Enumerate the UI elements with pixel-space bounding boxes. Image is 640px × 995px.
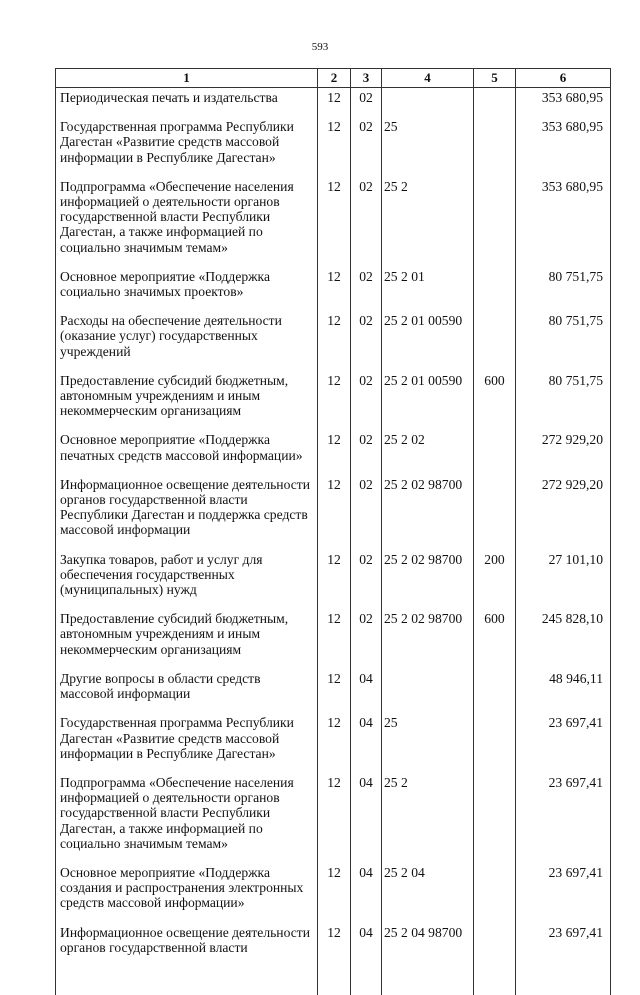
row-name: Подпрограмма «Обеспечение населения информацией о деятельности органов государственной власти Республики Дагестан, а также информацией по социально значимым темам» [56, 177, 318, 267]
budget-table [55, 68, 611, 995]
row-amount: 23 697,41 [516, 713, 611, 773]
row-expense-type [474, 713, 516, 773]
table-row [56, 773, 611, 863]
row-amount: 48 946,11 [516, 669, 611, 713]
row-expense-type [474, 267, 516, 311]
table-row [56, 923, 611, 995]
row-amount: 353 680,95 [516, 177, 611, 267]
row-amount: 80 751,75 [516, 311, 611, 371]
table-row [56, 371, 611, 431]
row-target-article: 25 2 [382, 773, 474, 863]
row-section: 12 [318, 923, 351, 995]
row-amount: 272 929,20 [516, 475, 611, 550]
row-target-article: 25 2 02 98700 [382, 550, 474, 610]
column-header-6: 6 [516, 69, 611, 88]
row-subsection: 02 [351, 311, 382, 371]
row-section: 12 [318, 88, 351, 118]
row-amount: 23 697,41 [516, 923, 611, 995]
row-expense-type [474, 430, 516, 474]
row-target-article: 25 2 01 [382, 267, 474, 311]
row-name: Информационное освещение деятельности органов государственной власти Республики Дагестан и поддержка средств массовой информации [56, 475, 318, 550]
table-row [56, 609, 611, 669]
row-section: 12 [318, 773, 351, 863]
row-target-article: 25 2 02 98700 [382, 475, 474, 550]
row-amount: 23 697,41 [516, 863, 611, 923]
row-name: Закупка товаров, работ и услуг для обеспечения государственных (муниципальных) нужд [56, 550, 318, 610]
row-section: 12 [318, 430, 351, 474]
row-amount: 272 929,20 [516, 430, 611, 474]
table-row [56, 177, 611, 267]
row-expense-type [474, 177, 516, 267]
table-row [56, 550, 611, 610]
row-name: Расходы на обеспечение деятельности (оказание услуг) государственных учреждений [56, 311, 318, 371]
row-target-article: 25 2 01 00590 [382, 311, 474, 371]
row-name: Государственная программа Республики Дагестан «Развитие средств массовой информации в Республике Дагестан» [56, 713, 318, 773]
row-target-article: 25 2 04 98700 [382, 923, 474, 995]
row-target-article: 25 [382, 117, 474, 177]
row-subsection: 02 [351, 430, 382, 474]
table-row [56, 88, 611, 118]
table-body [56, 88, 611, 995]
column-header-2: 2 [318, 69, 351, 88]
row-expense-type [474, 88, 516, 118]
row-expense-type [474, 117, 516, 177]
row-target-article: 25 2 [382, 177, 474, 267]
row-expense-type [474, 311, 516, 371]
row-target-article: 25 2 02 [382, 430, 474, 474]
table-row [56, 713, 611, 773]
row-name: Основное мероприятие «Поддержка социально значимых проектов» [56, 267, 318, 311]
row-amount: 23 697,41 [516, 773, 611, 863]
row-target-article [382, 669, 474, 713]
row-section: 12 [318, 117, 351, 177]
row-subsection: 02 [351, 475, 382, 550]
table-row [56, 863, 611, 923]
row-name: Периодическая печать и издательства [56, 88, 318, 118]
row-subsection: 02 [351, 550, 382, 610]
row-subsection: 02 [351, 88, 382, 118]
row-subsection: 02 [351, 609, 382, 669]
row-name: Основное мероприятие «Поддержка печатных средств массовой информации» [56, 430, 318, 474]
column-header-3: 3 [351, 69, 382, 88]
row-section: 12 [318, 177, 351, 267]
row-section: 12 [318, 713, 351, 773]
row-target-article: 25 2 02 98700 [382, 609, 474, 669]
row-amount: 245 828,10 [516, 609, 611, 669]
row-amount: 353 680,95 [516, 117, 611, 177]
row-section: 12 [318, 609, 351, 669]
row-name: Подпрограмма «Обеспечение населения информацией о деятельности органов государственной власти Республики Дагестан, а также информацией по социально значимым темам» [56, 773, 318, 863]
row-section: 12 [318, 311, 351, 371]
row-name: Предоставление субсидий бюджетным, автономным учреждениям и иным некоммерческим организациям [56, 371, 318, 431]
table-row [56, 267, 611, 311]
row-amount: 27 101,10 [516, 550, 611, 610]
row-expense-type [474, 923, 516, 995]
row-section: 12 [318, 267, 351, 311]
table-row [56, 430, 611, 474]
row-amount: 80 751,75 [516, 267, 611, 311]
row-expense-type: 200 [474, 550, 516, 610]
row-subsection: 04 [351, 713, 382, 773]
row-target-article: 25 2 01 00590 [382, 371, 474, 431]
row-name: Другие вопросы в области средств массовой информации [56, 669, 318, 713]
row-amount: 80 751,75 [516, 371, 611, 431]
row-expense-type [474, 863, 516, 923]
row-subsection: 04 [351, 923, 382, 995]
row-subsection: 04 [351, 669, 382, 713]
row-expense-type [474, 669, 516, 713]
row-subsection: 02 [351, 117, 382, 177]
row-subsection: 02 [351, 177, 382, 267]
row-expense-type: 600 [474, 371, 516, 431]
table-row [56, 669, 611, 713]
row-section: 12 [318, 475, 351, 550]
row-section: 12 [318, 550, 351, 610]
row-expense-type: 600 [474, 609, 516, 669]
row-subsection: 04 [351, 863, 382, 923]
column-header-4: 4 [382, 69, 474, 88]
table-header-row [56, 69, 611, 88]
row-target-article: 25 2 04 [382, 863, 474, 923]
row-subsection: 02 [351, 267, 382, 311]
table-row [56, 475, 611, 550]
column-header-1: 1 [56, 69, 318, 88]
page-number: 593 [311, 41, 329, 53]
row-name: Предоставление субсидий бюджетным, автономным учреждениям и иным некоммерческим организациям [56, 609, 318, 669]
row-section: 12 [318, 371, 351, 431]
row-target-article [382, 88, 474, 118]
table-row [56, 117, 611, 177]
row-target-article: 25 [382, 713, 474, 773]
row-section: 12 [318, 863, 351, 923]
column-header-5: 5 [474, 69, 516, 88]
row-name: Основное мероприятие «Поддержка создания и распространения электронных средств массовой информации» [56, 863, 318, 923]
row-amount: 353 680,95 [516, 88, 611, 118]
row-name: Государственная программа Республики Дагестан «Развитие средств массовой информации в Республике Дагестан» [56, 117, 318, 177]
row-subsection: 04 [351, 773, 382, 863]
row-expense-type [474, 475, 516, 550]
row-expense-type [474, 773, 516, 863]
row-subsection: 02 [351, 371, 382, 431]
table-row [56, 311, 611, 371]
row-name: Информационное освещение деятельности органов государственной власти [56, 923, 318, 995]
row-section: 12 [318, 669, 351, 713]
